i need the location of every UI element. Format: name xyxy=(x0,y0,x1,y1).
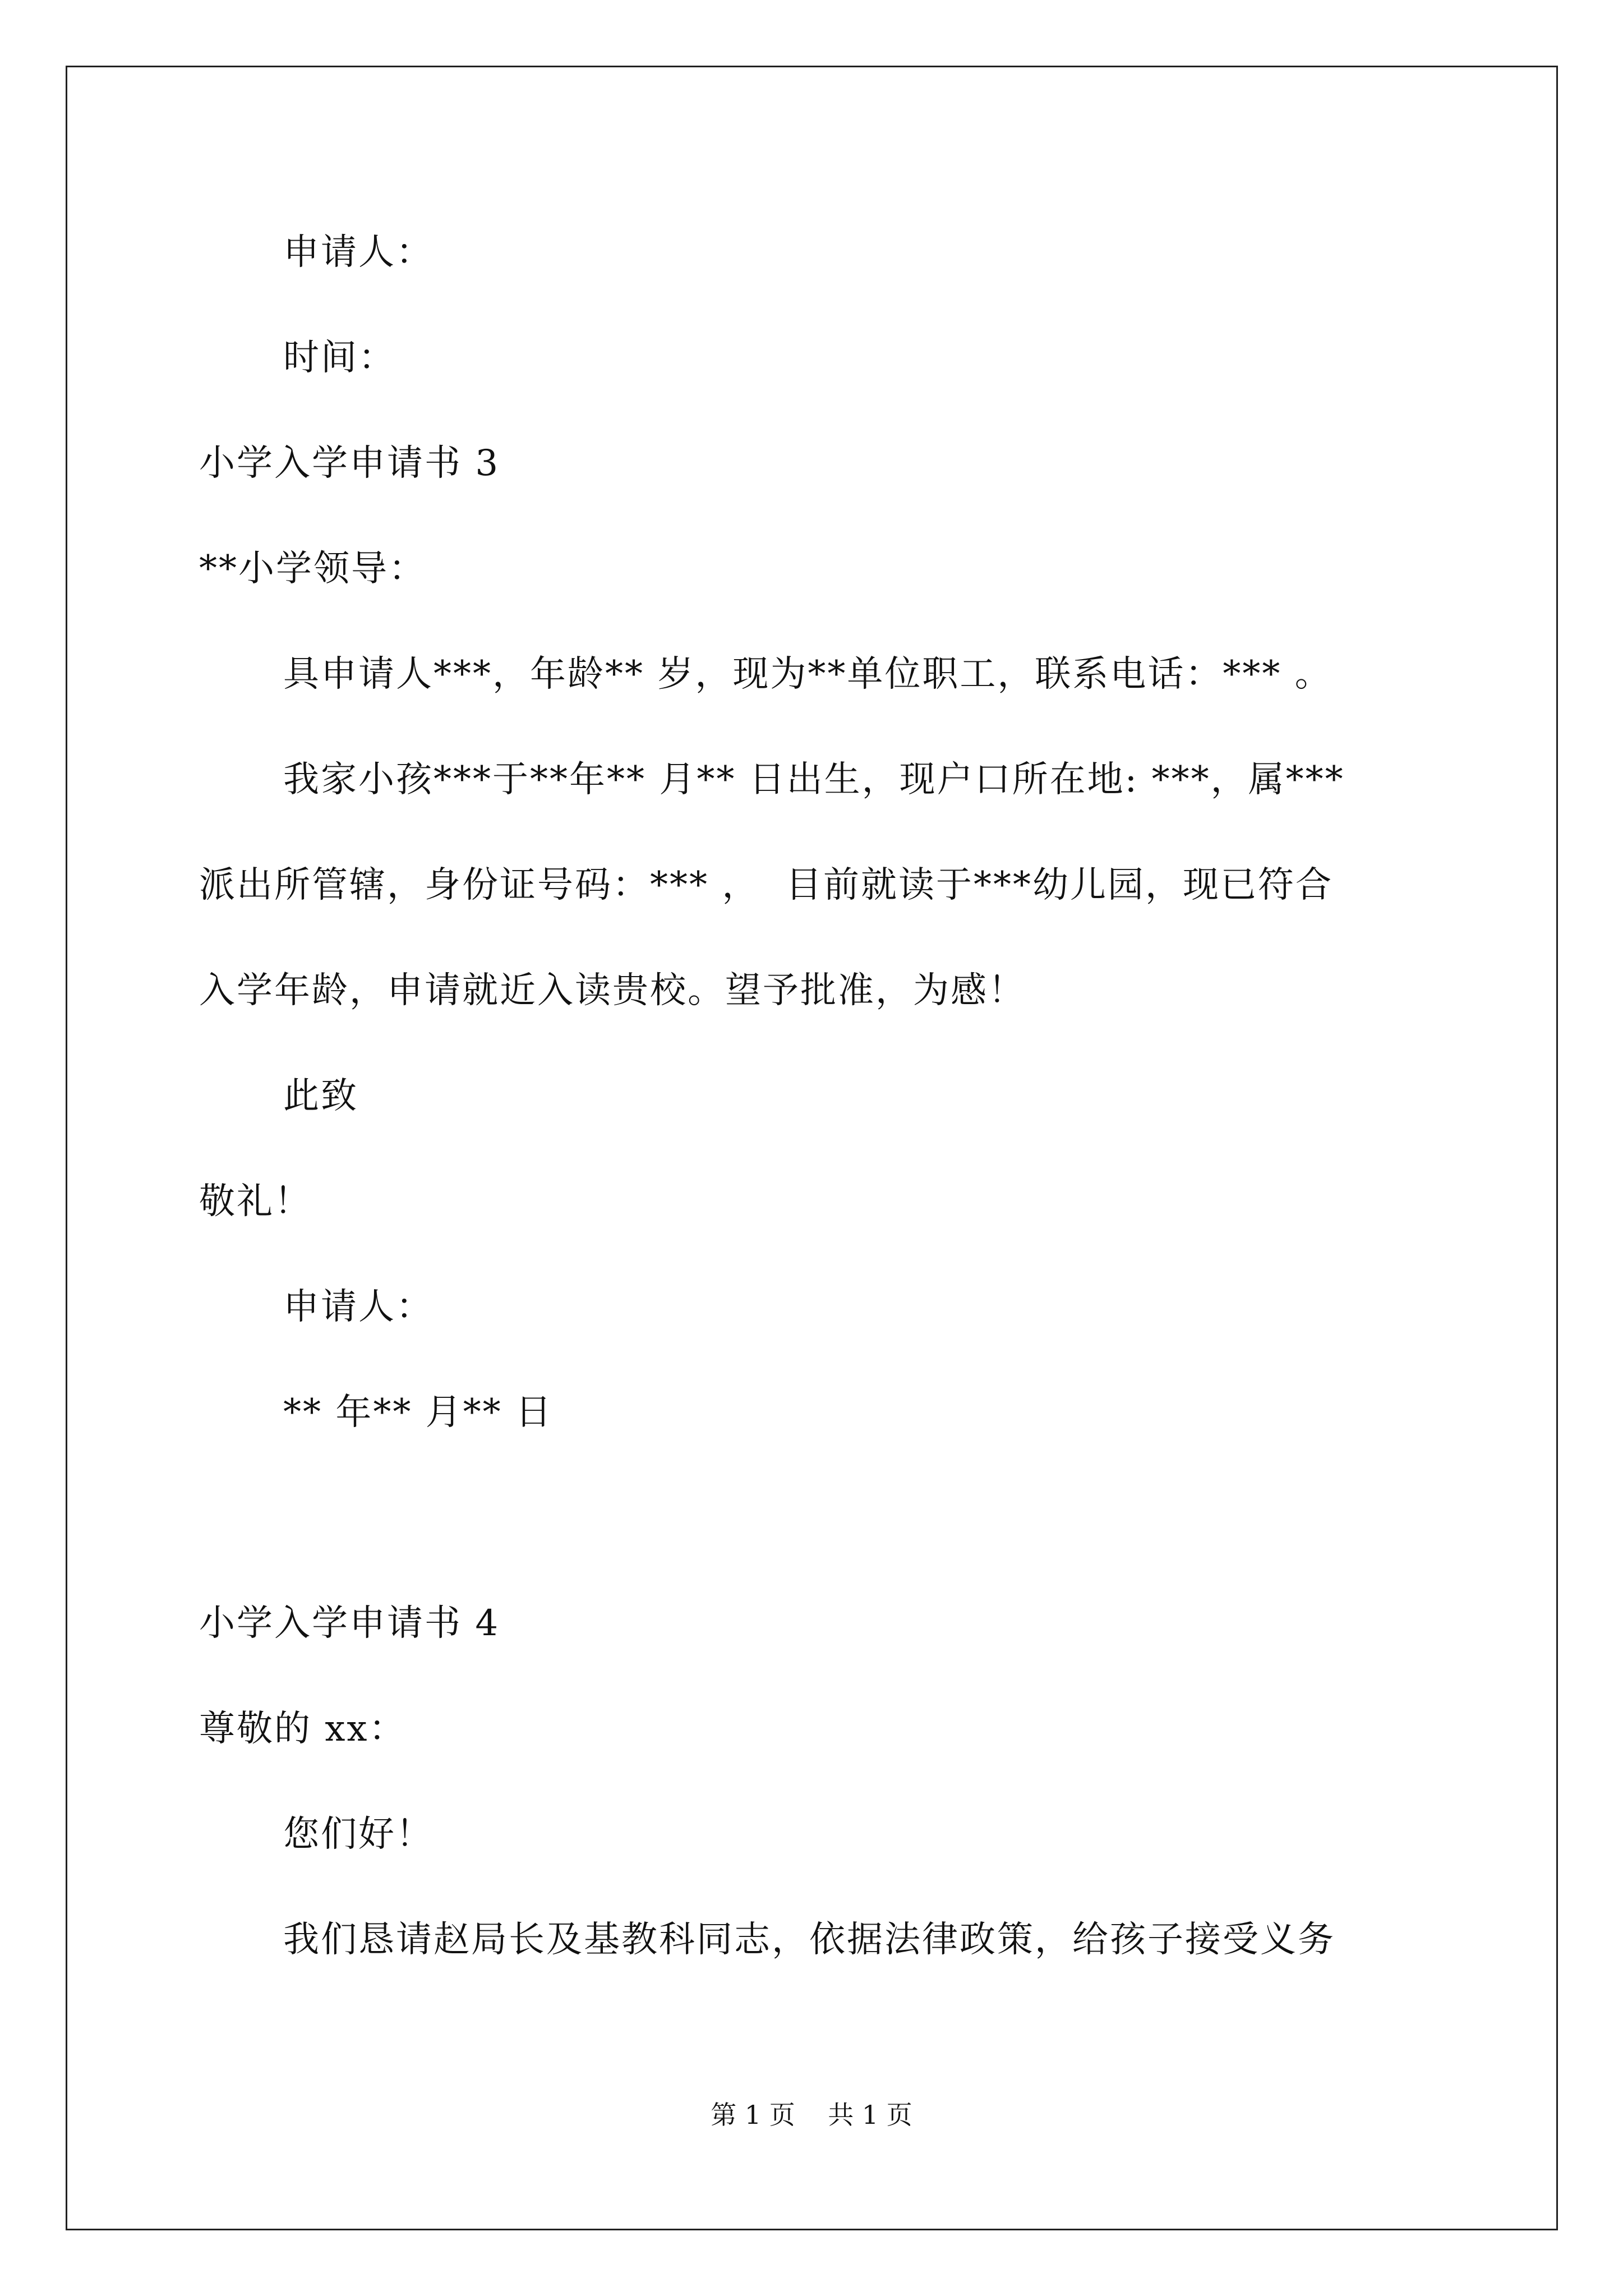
paragraph-applicant-info: 具申请人***，年龄** 岁，现为**单位职工，联系电话：*** 。 xyxy=(283,654,1332,695)
greeting: 您们好！ xyxy=(283,1814,434,1855)
page-border xyxy=(66,66,1558,2230)
closing-cizhi: 此致 xyxy=(283,1075,358,1117)
paragraph-child-info-line-3: 入学年龄，申请就近入读贵校。望予批准，为感！ xyxy=(199,970,1026,1011)
salutation-school-leaders: **小学领导： xyxy=(199,548,426,590)
paragraph-request: 我们恳请赵局长及基教科同志，依据法律政策，给孩子接受义务 xyxy=(283,1919,1335,1961)
salutation-respected: 尊敬的 xx： xyxy=(199,1708,407,1750)
closing-jingli: 敬礼！ xyxy=(199,1181,312,1222)
page-number-footer: 第 1 页 共 1 页 xyxy=(711,2100,912,2130)
applicant-label-1: 申请人： xyxy=(283,232,434,273)
paragraph-child-info-line-2: 派出所管辖，身份证号码：*** ， 目前就读于***幼儿园，现已符合 xyxy=(199,864,1334,906)
paragraph-child-info-line-1: 我家小孩***于**年** 月** 日出生，现户口所在地: ***，属*** xyxy=(283,759,1345,800)
time-label: 时间： xyxy=(283,337,396,379)
section-heading-3: 小学入学申请书 3 xyxy=(199,443,500,484)
section-heading-4: 小学入学申请书 4 xyxy=(199,1603,500,1644)
applicant-label-2: 申请人： xyxy=(283,1286,434,1328)
date-line: ** 年** 月** 日 xyxy=(283,1392,554,1433)
